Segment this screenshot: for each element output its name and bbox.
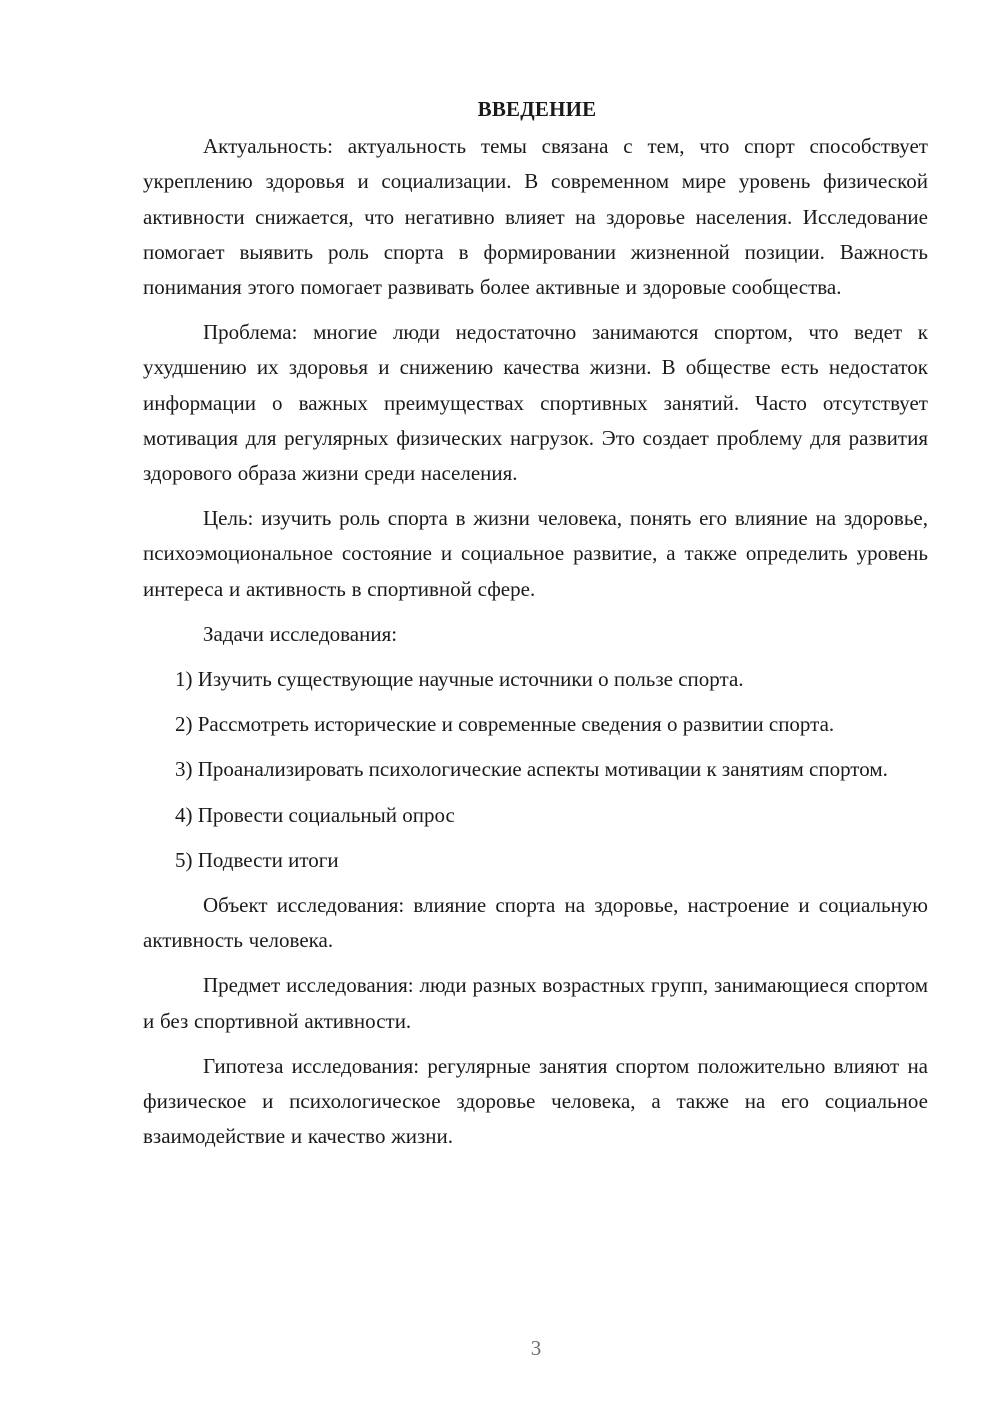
subject-paragraph: Предмет исследования: люди разных возрастных групп, занимающиеся спортом и без спортивной активности. bbox=[143, 973, 928, 1033]
hypothesis-paragraph: Гипотеза исследования: регулярные занятия спортом положительно влияют на физическое и психологическое здоровье человека, а также на его социальное взаимодействие и качество жизни. bbox=[143, 1053, 928, 1149]
task-item-5: 5) Подвести итоги bbox=[175, 847, 339, 872]
page-number: 3 bbox=[530, 1336, 542, 1360]
relevance-paragraph: Актуальность: актуальность темы связана с тем, что спорт способствует укреплению здоровья и социализации. В современном мире уровень физической активности снижается, что негативно влияет на здоровье населения. Исследование помогает выявить роль спорта в формировании жизненной позиции. Важность понимания этого помогает развивать более активные и здоровые сообщества. bbox=[143, 134, 928, 300]
object-paragraph: Объект исследования: влияние спорта на здоровье, настроение и социальную активность человека. bbox=[143, 893, 928, 953]
document-body bbox=[143, 92, 928, 1164]
task-item-2: 2) Рассмотреть исторические и современные сведения о развитии спорта. bbox=[175, 712, 835, 737]
task-item-1: 1) Изучить существующие научные источники о пользе спорта. bbox=[175, 667, 744, 692]
tasks-heading: Задачи исследования: bbox=[203, 621, 398, 646]
section-title: ВВЕДЕНИЕ bbox=[477, 97, 597, 121]
task-item-3: 3) Проанализировать психологические аспекты мотивации к занятиям спортом. bbox=[175, 757, 888, 782]
goal-paragraph: Цель: изучить роль спорта в жизни человека, понять его влияние на здоровье, психоэмоциональное состояние и социальное развитие, а также определить уровень интереса и активность в спортивной сфере. bbox=[143, 506, 928, 601]
task-item-4: 4) Провести социальный опрос bbox=[175, 802, 455, 827]
problem-paragraph: Проблема: многие люди недостаточно занимаются спортом, что ведет к ухудшению их здоровья и снижению качества жизни. В обществе есть недостаток информации о важных преимуществах спортивных занятий. Часто отсутствует мотивация для регулярных физических нагрузок. Это создает проблему для развития здорового образа жизни среди населения. bbox=[143, 320, 928, 486]
